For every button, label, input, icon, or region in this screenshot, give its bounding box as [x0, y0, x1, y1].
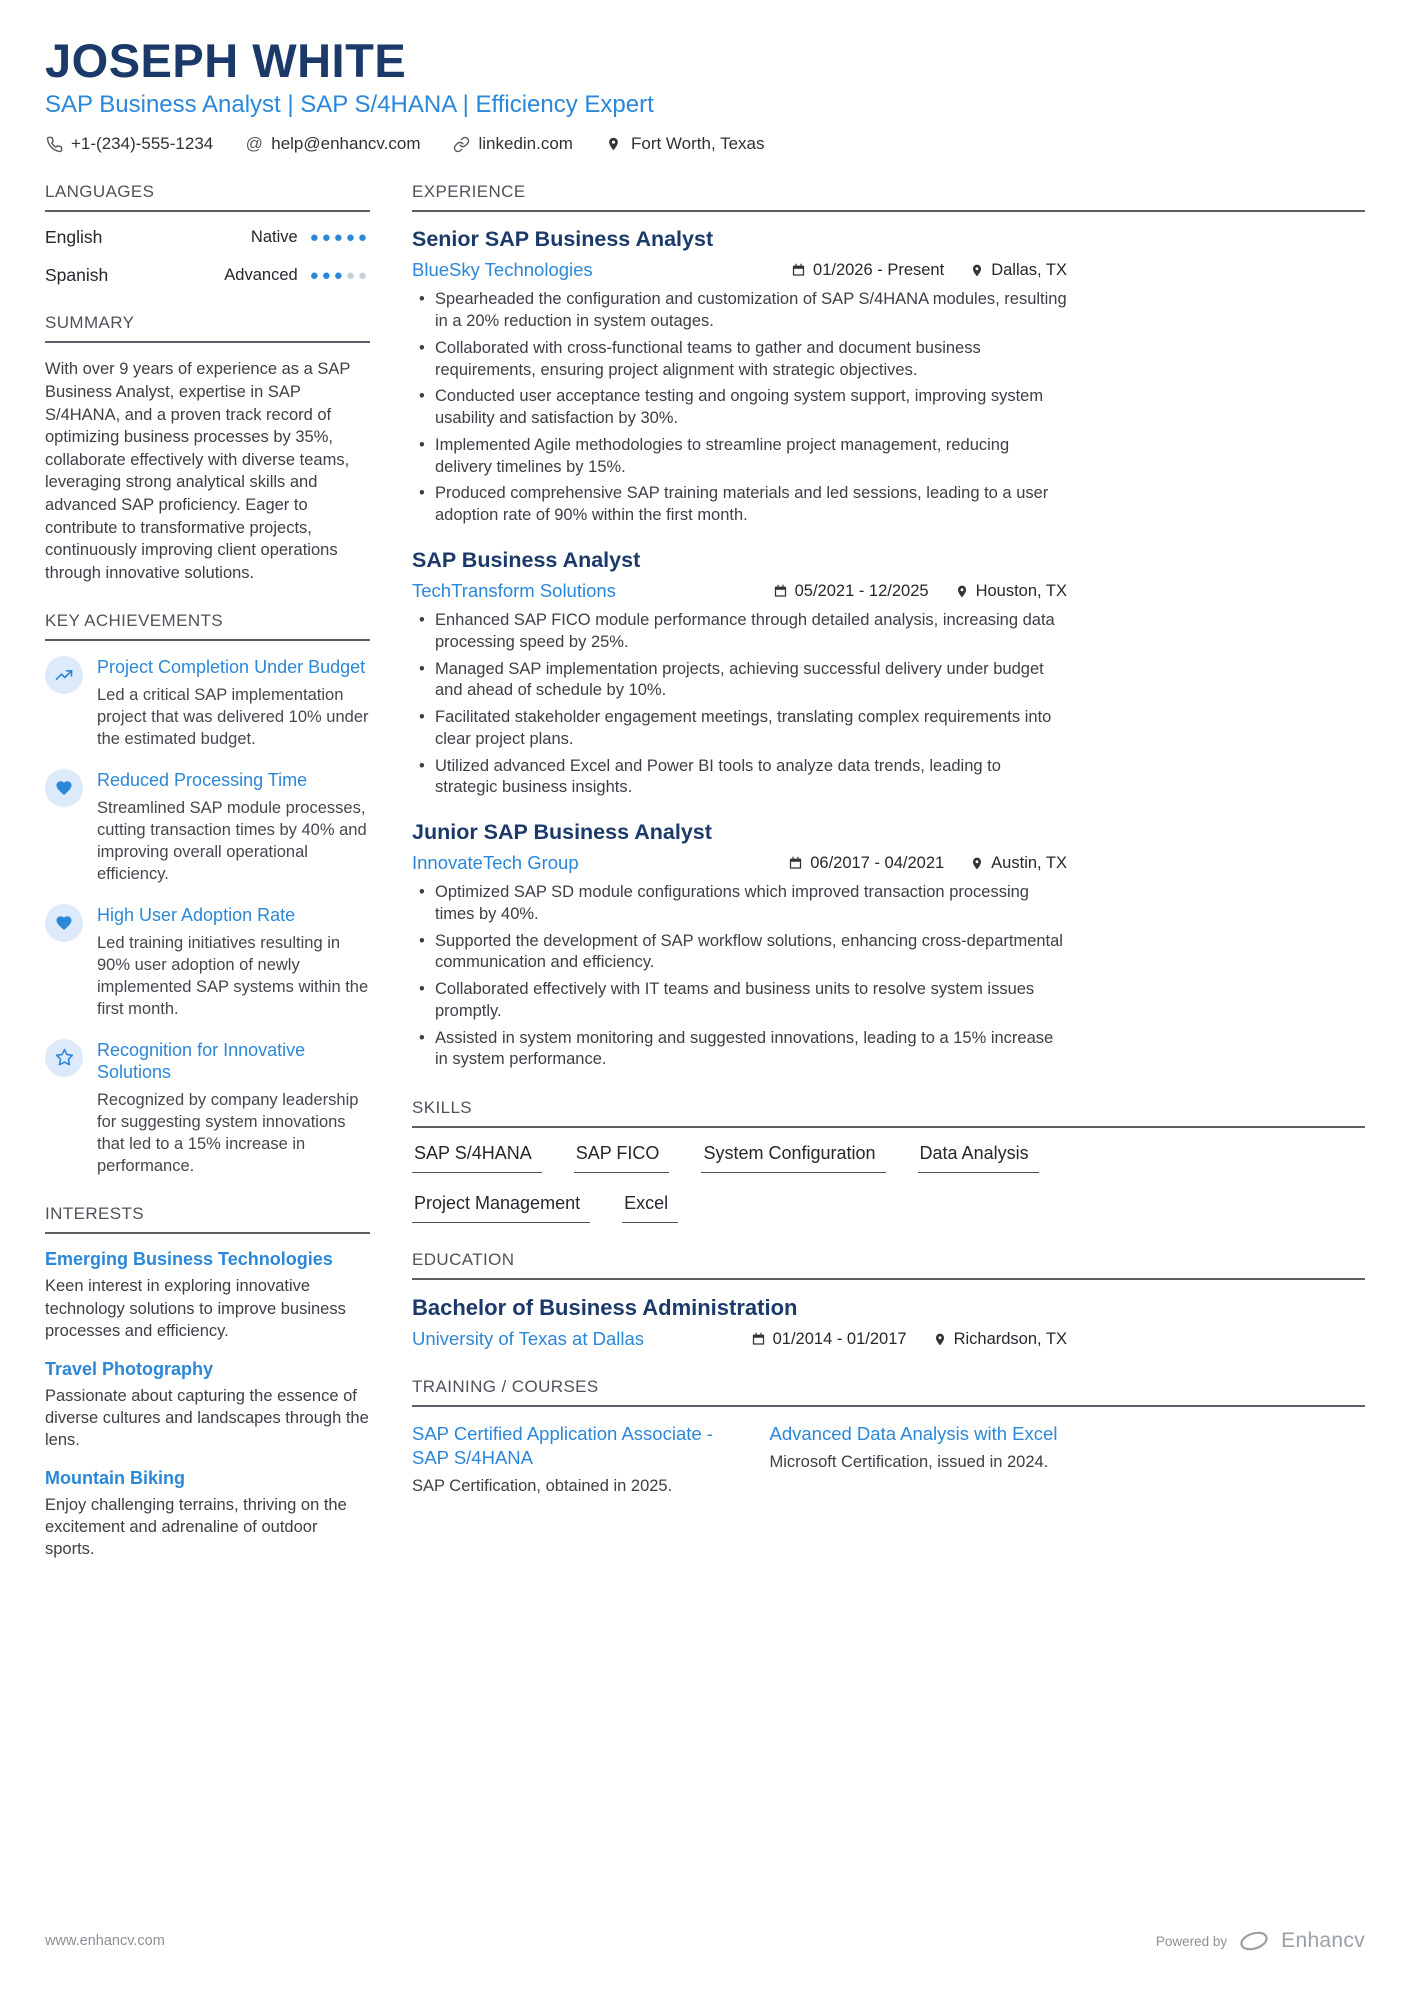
education-location-text: Richardson, TX [953, 1329, 1067, 1348]
achievement-title: Recognition for Innovative Solutions [97, 1039, 306, 1083]
job-location-text: Dallas, TX [991, 260, 1067, 279]
link-text[interactable]: linkedin.com [478, 134, 573, 154]
calendar-icon [751, 1331, 766, 1347]
job-bullets [412, 289, 1067, 527]
job-meta-row [412, 580, 1067, 602]
email-icon: @ [245, 134, 263, 154]
location-pin-icon [605, 135, 623, 153]
bullet-point: • Managed SAP implementation projects, achieving successful delivery under budget and ahead of schedule by 10%. [412, 659, 1067, 703]
proficiency-dots [310, 229, 370, 246]
job-date-text: 01/2026 - Present [813, 260, 945, 279]
bullet-point: • Utilized advanced Excel and Power BI tools to analyze data trends, leading to strategic business insights. [412, 756, 1067, 800]
job-location-text: Houston, TX [975, 581, 1067, 600]
job-date [773, 582, 929, 601]
course-title: SAP Certified Application Associate - SAP S/4HANA [412, 1423, 713, 1469]
footer [45, 1929, 1365, 1953]
bullet-point: • Facilitated stakeholder engagement meetings, translating complex requirements into clear project plans. [412, 707, 1067, 751]
job-date [791, 261, 944, 280]
calendar-icon [773, 583, 788, 599]
interest-item [45, 1468, 370, 1560]
left-column [45, 182, 370, 1587]
language-row [45, 227, 370, 248]
education-entry [412, 1295, 1067, 1350]
skills-heading: SKILLS [412, 1098, 1365, 1128]
summary-heading: SUMMARY [45, 313, 370, 343]
interest-item [45, 1249, 370, 1341]
key-achievements-heading: KEY ACHIEVEMENTS [45, 611, 370, 641]
achievement-title: Project Completion Under Budget [97, 657, 366, 678]
link-icon [452, 136, 470, 153]
achievement-text: Recognized by company leadership for suggesting system innovations that led to a 15% increase in performance. [97, 1090, 359, 1176]
job-location-text: Austin, TX [991, 853, 1067, 872]
skills-section [412, 1098, 1365, 1223]
job-bullets [412, 610, 1067, 799]
job-meta-right [791, 261, 1067, 280]
skill-tag: Data Analysis [918, 1143, 1039, 1173]
interest-title: Mountain Biking [45, 1468, 185, 1489]
education-heading: EDUCATION [412, 1250, 1365, 1280]
location-pin-icon [970, 855, 984, 872]
language-level-label: Native [250, 228, 298, 247]
education-date-text: 01/2014 - 01/2017 [772, 1329, 907, 1348]
job-meta-right [788, 854, 1067, 873]
skill-tag: Project Management [412, 1193, 590, 1223]
achievement-body [97, 656, 370, 750]
education-date [751, 1330, 907, 1349]
job-title: Junior SAP Business Analyst [412, 820, 712, 845]
powered-by-block [1156, 1929, 1365, 1953]
achievement-title: Reduced Processing Time [97, 770, 308, 791]
experience-entry [412, 227, 1067, 527]
job-meta-row [412, 259, 1067, 281]
job-meta-right [773, 582, 1067, 601]
achievement-title: High User Adoption Rate [97, 905, 296, 926]
contact-location [605, 134, 765, 154]
achievement-text: Led training initiatives resulting in 90% user adoption of newly implemented SAP systems within the first month. [97, 933, 369, 1018]
heart-icon [45, 769, 83, 807]
language-proficiency [224, 266, 370, 285]
interest-title: Travel Photography [45, 1358, 214, 1379]
phone-number: +1-(234)-555-1234 [71, 134, 214, 154]
bullet-point: • Collaborated with cross-functional teams to gather and document business requirements, ensuring project alignment with strategic objectives. [412, 338, 1067, 382]
interest-text: Enjoy challenging terrains, thriving on the excitement and adrenaline of outdoor sports. [45, 1496, 347, 1559]
job-meta-row [412, 852, 1067, 874]
course-entry [770, 1422, 1098, 1498]
trending-up-icon [45, 656, 83, 694]
bullet-point: • Supported the development of SAP workflow solutions, enhancing cross-departmental communication and efficiency. [412, 931, 1067, 975]
enhancv-logo-icon [1237, 1929, 1271, 1953]
company-name: TechTransform Solutions [412, 580, 616, 601]
experience-entry [412, 548, 1067, 799]
location-pin-icon [955, 583, 969, 600]
training-grid [412, 1422, 1097, 1498]
school-name: University of Texas at Dallas [412, 1328, 645, 1350]
location-pin-icon [970, 262, 984, 279]
interests-section [45, 1204, 370, 1560]
contact-link[interactable] [452, 134, 573, 154]
course-description: SAP Certification, obtained in 2025. [412, 1477, 673, 1496]
education-meta-right [751, 1330, 1067, 1349]
experience-heading: EXPERIENCE [412, 182, 1365, 212]
phone-icon [45, 136, 63, 153]
interests-heading: INTERESTS [45, 1204, 370, 1234]
dots-filled: ●●●●● [309, 229, 370, 247]
bullet-point: • Produced comprehensive SAP training materials and led sessions, leading to a user adoption rate of 90% within the first month. [412, 483, 1067, 527]
languages-heading: LANGUAGES [45, 182, 370, 212]
job-date-text: 05/2021 - 12/2025 [794, 581, 929, 600]
job-location [955, 582, 1067, 601]
contact-row [45, 134, 1365, 154]
interest-text: Keen interest in exploring innovative technology solutions to improve business processes and efficiency. [45, 1277, 346, 1340]
achievement-item [45, 769, 370, 885]
degree-title: Bachelor of Business Administration [412, 1295, 798, 1321]
bullet-point: • Spearheaded the configuration and customization of SAP S/4HANA modules, resulting in a 20% reduction in system outages. [412, 289, 1067, 333]
key-achievements-section [45, 611, 370, 1177]
company-name: BlueSky Technologies [412, 259, 593, 281]
right-column [412, 182, 1365, 1587]
calendar-icon [791, 262, 806, 278]
proficiency-dots [310, 267, 370, 284]
bullet-point: • Conducted user acceptance testing and ongoing system support, improving system usability and satisfaction by 30%. [412, 386, 1067, 430]
job-title: SAP Business Analyst [412, 548, 641, 572]
course-description: Microsoft Certification, issued in 2024. [769, 1453, 1049, 1472]
skill-tag: Excel [622, 1193, 678, 1223]
interest-title: Emerging Business Technologies [45, 1249, 333, 1270]
achievement-text: Led a critical SAP implementation project that was delivered 10% under the estimated budget. [97, 685, 369, 748]
interest-item [45, 1359, 370, 1451]
language-level-label: Advanced [224, 266, 298, 285]
summary-section [45, 313, 370, 584]
contact-phone [45, 134, 213, 154]
language-name: Spanish [45, 265, 109, 286]
bullet-point: • Collaborated effectively with IT teams and business units to resolve system issues promptly. [412, 979, 1067, 1023]
bullet-point: • Implemented Agile methodologies to streamline project management, reducing delivery timelines by 15%. [412, 435, 1067, 479]
candidate-headline: SAP Business Analyst | SAP S/4HANA | Efficiency Expert [45, 91, 654, 119]
language-proficiency [251, 228, 370, 247]
achievement-item [45, 1039, 370, 1177]
bullet-point: • Optimized SAP SD module configurations which improved transaction processing times by 40%. [412, 882, 1067, 926]
footer-website-link[interactable]: www.enhancv.com [45, 1933, 165, 1949]
skill-tag: System Configuration [701, 1143, 885, 1173]
skills-list [412, 1143, 1092, 1223]
header [45, 36, 1365, 154]
languages-section [45, 182, 370, 286]
course-title: Advanced Data Analysis with Excel [769, 1423, 1058, 1445]
course-entry [412, 1422, 740, 1498]
job-location [970, 854, 1067, 873]
location-text: Fort Worth, Texas [630, 134, 765, 154]
location-pin-icon [933, 1331, 947, 1348]
bullet-point: • Assisted in system monitoring and suggested innovations, leading to a 15% increase in system performance. [412, 1028, 1067, 1072]
email-address[interactable]: help@enhancv.com [271, 134, 421, 154]
skill-tag: SAP FICO [574, 1143, 670, 1173]
experience-entry [412, 820, 1067, 1071]
star-icon [45, 1039, 83, 1077]
enhancv-wordmark: Enhancv [1281, 1929, 1365, 1952]
contact-email[interactable] [245, 134, 420, 154]
powered-by-label: Powered by [1155, 1933, 1228, 1949]
education-meta-row [412, 1328, 1067, 1350]
education-section [412, 1250, 1365, 1350]
interest-text: Passionate about capturing the essence of diverse cultures and landscapes through the lens. [45, 1386, 369, 1449]
company-name: InnovateTech Group [412, 852, 579, 874]
candidate-name: JOSEPH WHITE [45, 34, 407, 87]
education-location [933, 1330, 1067, 1349]
achievement-item [45, 904, 370, 1020]
dots-empty: ●● [345, 267, 370, 285]
achievement-item [45, 656, 370, 750]
language-name: English [45, 227, 103, 248]
summary-text: With over 9 years of experience as a SAP Business Analyst, expertise in SAP S/4HANA, and a proven track record of optimizing business processes by 35%, collaborate effectively with diverse teams, leveraging strong analytical skills and advanced SAP proficiency. Eager to contribute to transformative projects, continuously improving client operations through innovative solutions. [45, 360, 351, 582]
achievement-body [97, 904, 370, 1020]
dots-filled: ●●● [309, 267, 346, 285]
training-section [412, 1377, 1365, 1498]
achievement-body [97, 1039, 370, 1177]
job-date [788, 854, 944, 873]
achievement-body [97, 769, 370, 885]
job-title: Senior SAP Business Analyst [412, 227, 714, 252]
bullet-point: • Enhanced SAP FICO module performance through detailed analysis, increasing data processing speed by 25%. [412, 610, 1067, 654]
calendar-icon [788, 855, 803, 871]
job-date-text: 06/2017 - 04/2021 [810, 853, 945, 872]
job-location [970, 261, 1067, 280]
skill-tag: SAP S/4HANA [412, 1143, 542, 1173]
achievement-text: Streamlined SAP module processes, cutting transaction times by 40% and improving overall operational efficiency. [97, 798, 367, 883]
heart-icon [45, 904, 83, 942]
experience-section [412, 182, 1365, 1071]
job-bullets [412, 882, 1067, 1071]
language-row [45, 265, 370, 286]
columns [45, 182, 1365, 1587]
training-heading: TRAINING / COURSES [412, 1377, 1365, 1407]
